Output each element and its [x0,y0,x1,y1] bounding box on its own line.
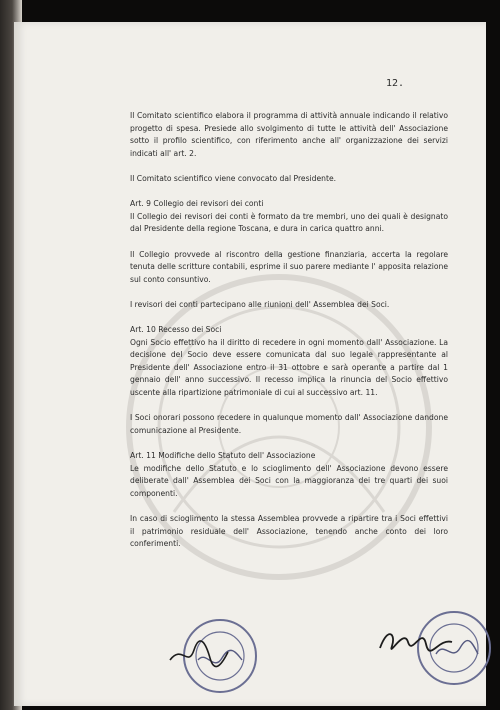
paragraph-comitato-convocazione: Il Comitato scientifico viene convocato dal Presidente. [130,173,337,183]
paragraph-comitato-programma: Il Comitato scientifico elabora il programma di attività annuale indicando il relativo progetto di spesa. Presiede allo svolgimento di tutte le attività dell' Associazione sotto il profilo scientifico, con riferimento anche all' organizzazione dei servizi indicati all' art. 2. [130,111,448,158]
article-9-paragraph-2: Il Collegio provvede al riscontro della gestione finanziaria, accerta la regolare tenuta delle scritture contabili, esprime il suo parere mediante l' apposita relazione sul conto consuntivo. [130,249,448,284]
article-9-paragraph-1: Il Collegio dei revisori dei conti è formato da tre membri, uno dei quali è designato dal Presidente della regione Toscana, e dura in carica quattro anni. [130,211,448,234]
page-number: 12. [386,78,405,89]
article-11-heading: Art. 11 Modifiche dello Statuto dell' Associazione [130,451,316,461]
signature-left [164,624,254,680]
signature-right [374,608,460,666]
article-10-heading: Art. 10 Recesso dei Soci [130,325,222,335]
article-11-paragraph-2: In caso di scioglimento la stessa Assemblea provvede a ripartire tra i Soci effettivi il patrimonio residuale dell' Associazione, tenendo anche conto dei loro conferimenti. [130,514,448,549]
document-body [130,110,448,563]
article-10-paragraph-2: I Soci onorari possono recedere in qualunque momento dall' Associazione dandone comunicazione al Presidente. [130,413,448,435]
article-9-heading: Art. 9 Collegio dei revisori dei conti [130,199,264,209]
article-10-paragraph-1: Ogni Socio effettivo ha il diritto di recedere in ogni momento dall' Associazione. La decisione del Socio deve essere comunicata dal suo legale rappresentante al Presidente dell' Associazione entro il 31 ottobre e sarà operante a partire dal 1 gennaio dell' anno successivo. Il recesso implica la rinuncia del Socio effettivo uscente alla ripartizione patrimoniale di cui al successivo art. 11. [130,337,448,398]
article-9-paragraph-3: I revisori dei conti partecipano alle riunioni dell' Assemblea dei Soci. [130,299,390,309]
article-11-paragraph-1: Le modifiche dello Statuto e lo scioglimento dell' Associazione devono essere deliberate dall' Assemblea dei Soci con la maggioranza dei tre quarti dei suoi componenti. [130,463,448,498]
